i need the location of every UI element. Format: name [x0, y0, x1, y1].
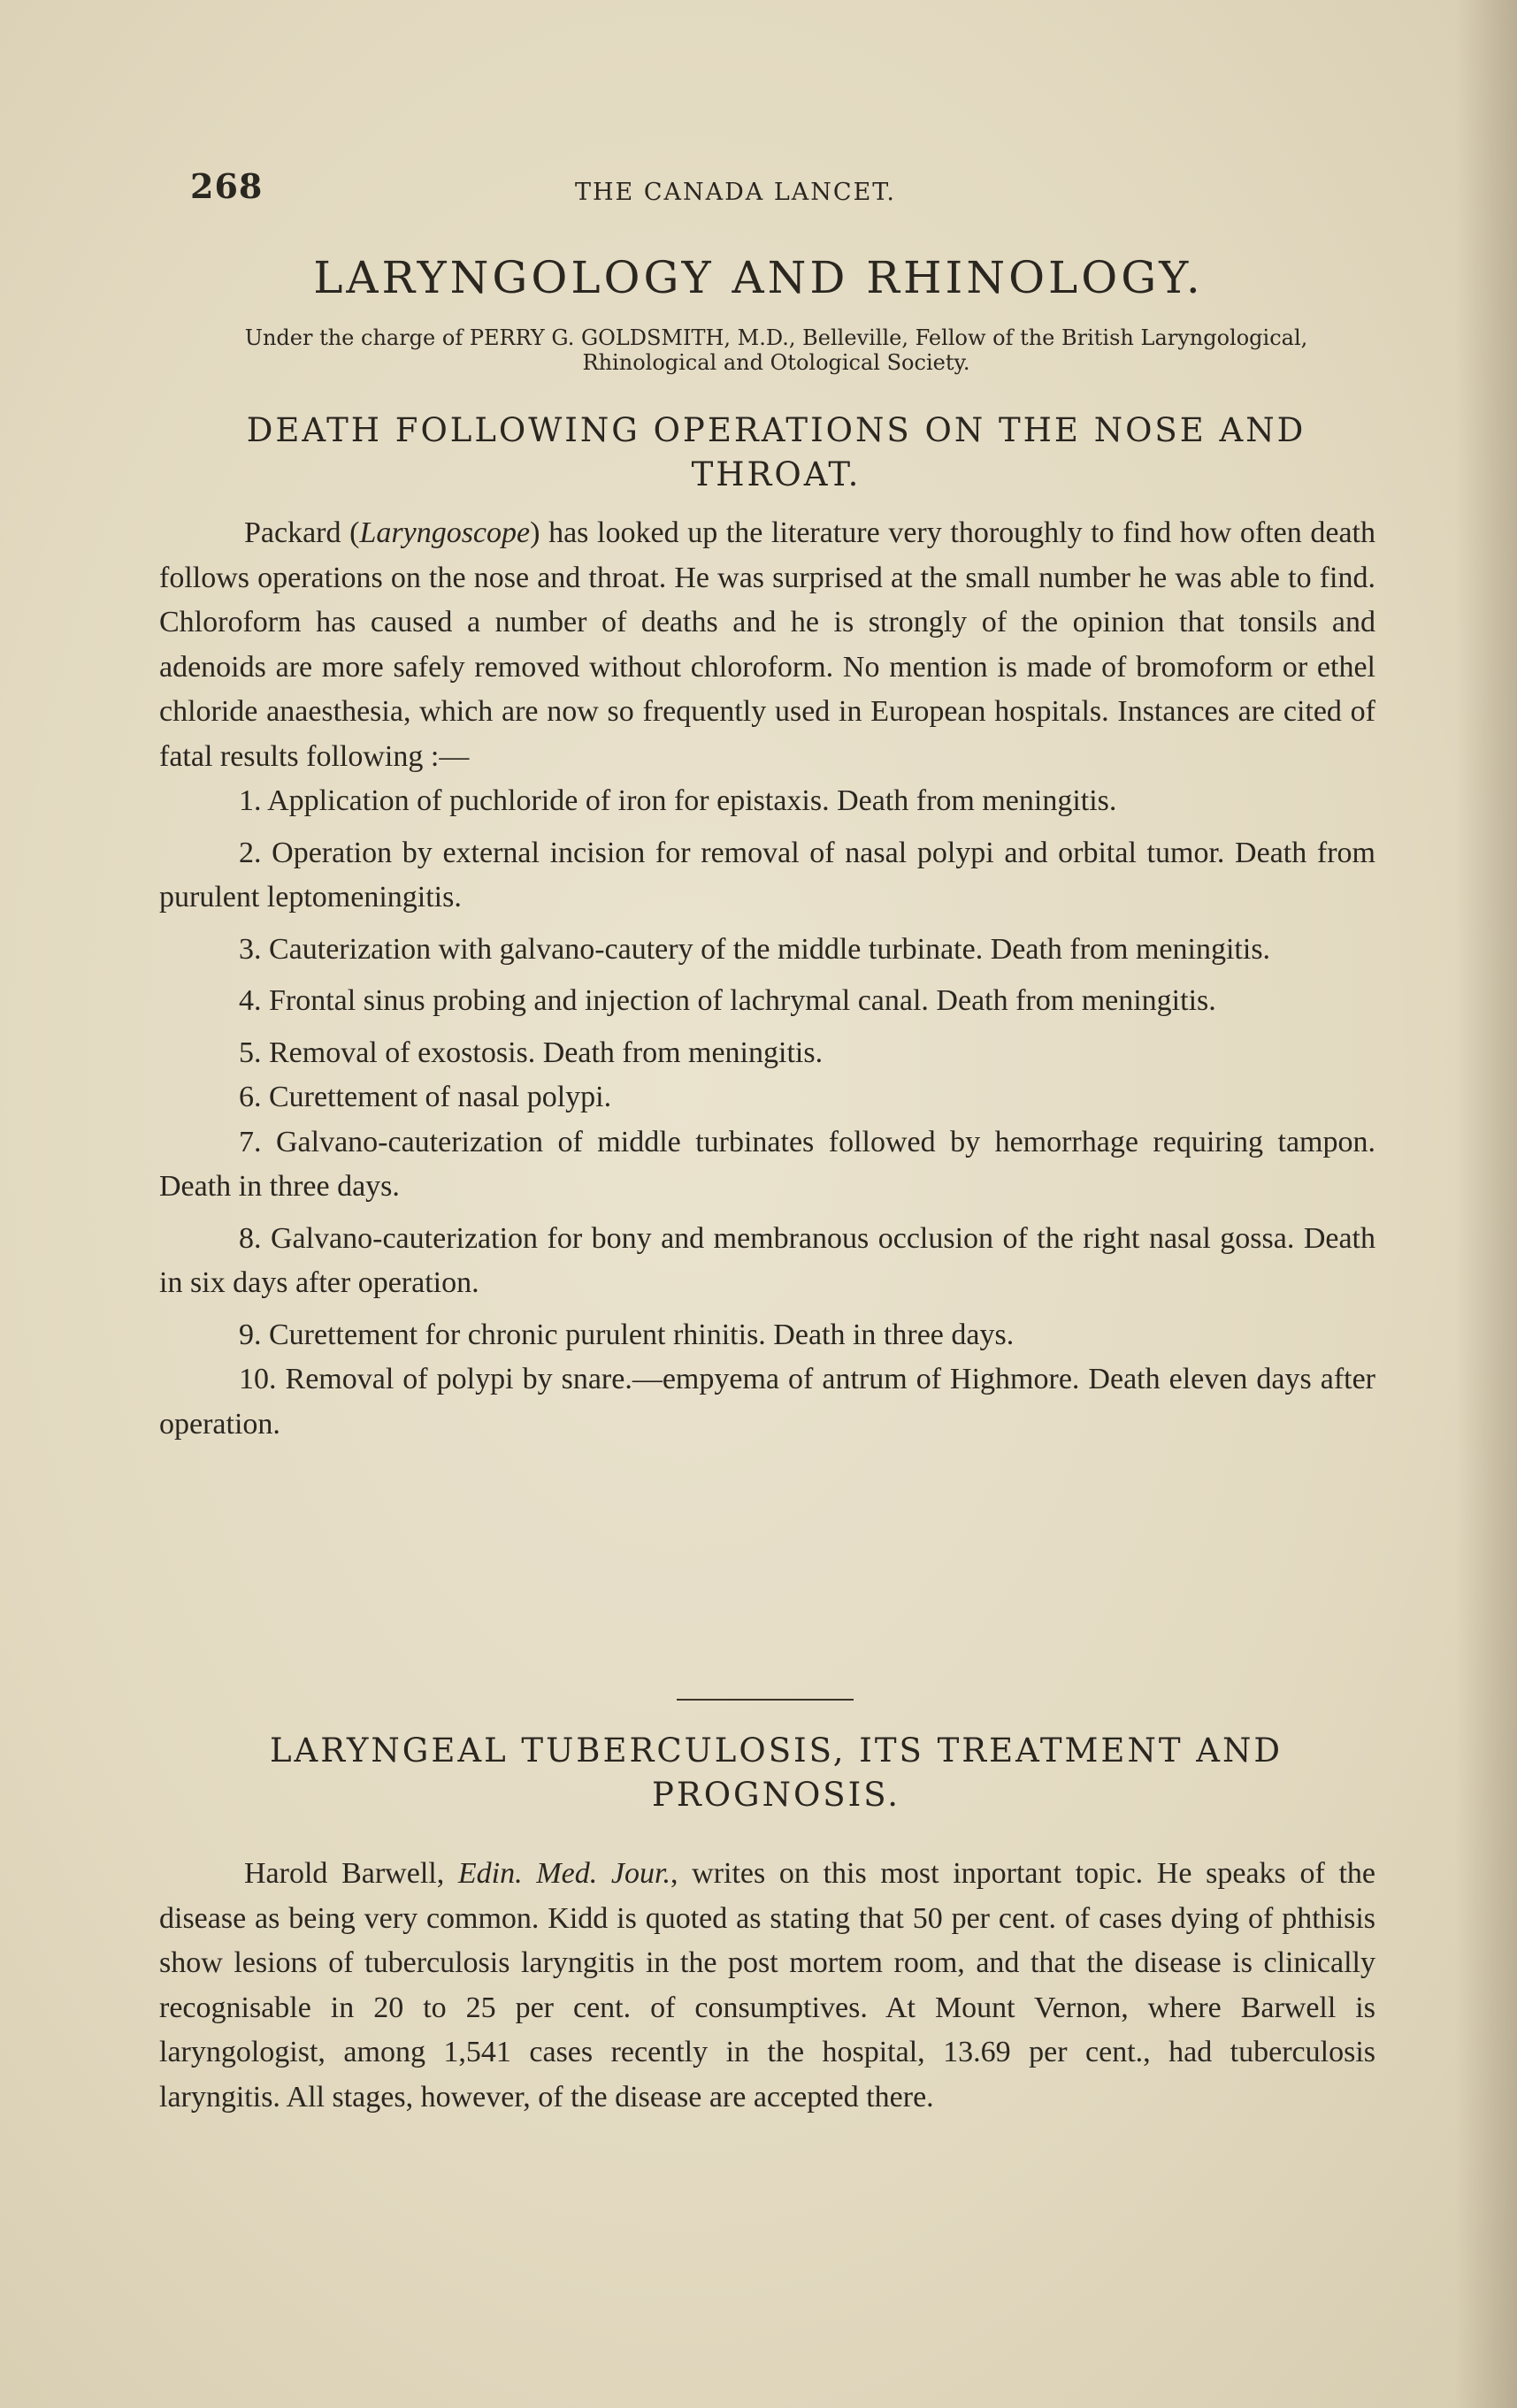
list-item: 10. Removal of polypi by snare.—empyema of antrum of Highmore. Death eleven days after operation. [159, 1363, 1375, 1441]
list-item: 8. Galvano-cauterization for bony and membranous occlusion of the right nasal gossa. Death in six days after operation. [159, 1221, 1375, 1299]
intro-text-a: Packard ( [244, 516, 360, 549]
article-2-title-line-1: LARYNGEAL TUBERCULOSIS, ITS TREATMENT AND [269, 1731, 1283, 1770]
page-header [190, 166, 1384, 210]
intro-text-b: ) has looked up the literature very thoroughly to find how often death follows operations on the nose and throat. He was surprised at the small number he was able to find. Chloroform has caused a number of deaths and he is strongly of the opinion that tonsils and adenoids are more safely removed without chloroform. No mention is made of bromoform or ethel chloride anaesthesia, which are now so frequently used in European hospitals. Instances are cited of fatal results following :— [159, 516, 1376, 773]
list-item: 5. Removal of exostosis. Death from meningitis. [239, 1036, 824, 1069]
list-item: 6. Curettement of nasal polypi. [239, 1081, 612, 1113]
article-1-title [177, 409, 1375, 497]
article-1-title-line-2: THROAT. [691, 455, 862, 493]
author-name: Harold Barwell, [244, 1857, 458, 1890]
list-item: 7. Galvano-cauterization of middle turbinates followed by hemorrhage requiring tampon. Death in three days. [159, 1125, 1375, 1203]
page-number: 268 [190, 166, 264, 206]
journal-name: Edin. Med. Jour. [457, 1857, 670, 1890]
editor-credit-line-1: Under the charge of PERRY G. GOLDSMITH, M.D., Belleville, Fellow of the British Laryngological, [244, 325, 1308, 350]
article-2-body [159, 1852, 1375, 2120]
article-2-text: , writes on this most inportant topic. He speaks of the disease as being very common. Kidd is quoted as stating that 50 per cent. of cases dying of phthisis show lesions of tuberculosis laryngitis in the post mortem room, and that the disease is clinically recognisable in 20 to 25 per cent. of consumptives. At Mount Vernon, where Barwell is laryngologist, among 1,541 cases recently in the hospital, 13.69 per cent., had tuberculosis laryngitis. All stages, however, of the disease are accepted there. [159, 1857, 1375, 2114]
article-2-paragraph [159, 1852, 1375, 2120]
article-2-title [177, 1729, 1375, 1817]
article-1-intro [159, 511, 1375, 779]
editor-credit-line-2: Rhinological and Otological Society. [582, 350, 970, 375]
list-item: 9. Curettement for chronic purulent rhinitis. Death in three days. [239, 1318, 1015, 1351]
section-divider [677, 1699, 854, 1701]
article-1-body [159, 511, 1375, 1447]
article-1-title-line-1: DEATH FOLLOWING OPERATIONS ON THE NOSE AND [246, 411, 1306, 449]
list-item: 3. Cauterization with galvano-cautery of the middle turbinate. Death from meningitis. [239, 932, 1271, 966]
article-2-title-line-2: PROGNOSIS. [651, 1776, 901, 1814]
section-title: LARYNGOLOGY AND RHINOLOGY. [313, 252, 1204, 303]
editor-credit [168, 325, 1384, 375]
list-item: 2. Operation by external incision for removal of nasal polypi and orbital tumor. Death from purulent leptomeningitis. [159, 836, 1375, 914]
list-item: 4. Frontal sinus probing and injection of lachrymal canal. Death from meningitis. [239, 984, 1216, 1017]
journal-name: Laryngoscope [359, 516, 531, 549]
binding-shadow [1455, 0, 1517, 2408]
running-title: THE CANADA LANCET. [575, 179, 896, 206]
list-item: 1. Application of puchloride of iron for epistaxis. Death from meningitis. [239, 784, 1117, 817]
